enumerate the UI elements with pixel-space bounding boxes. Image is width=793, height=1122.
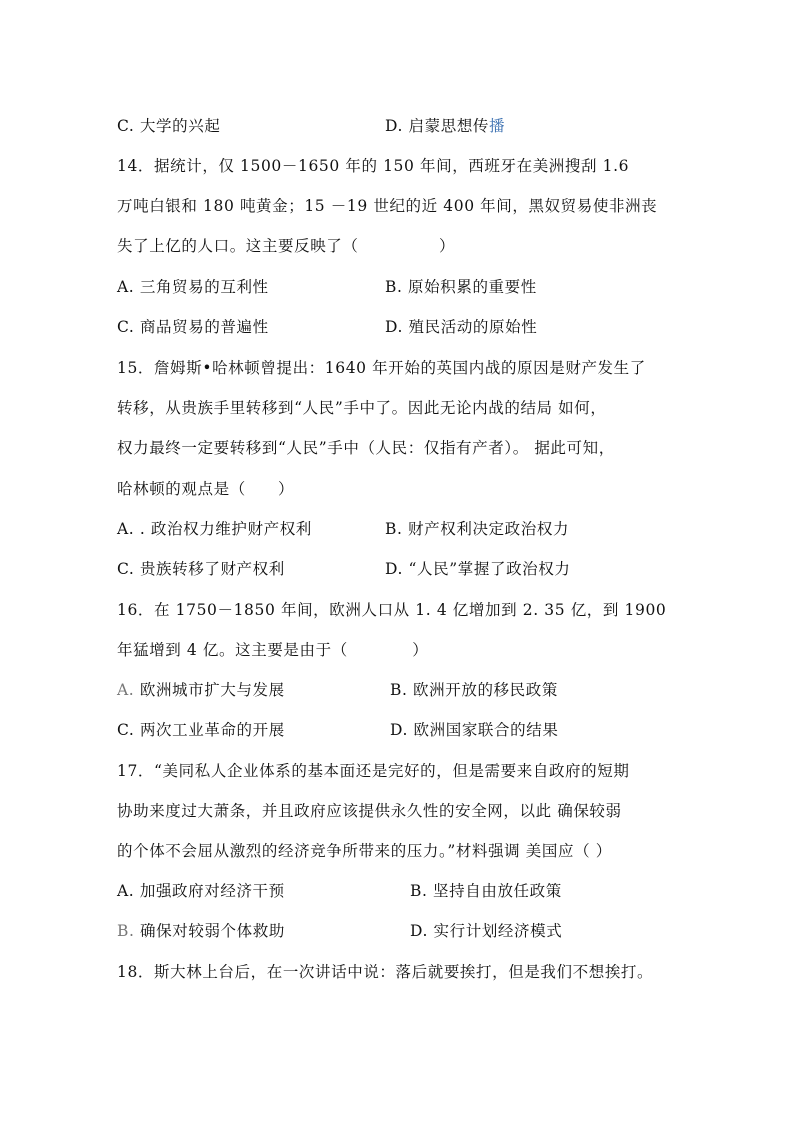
question-16-line-1: 16．在 1750－1850 年间，欧洲人口从 1. 4 亿增加到 2. 35 亿，到 1900 — [117, 601, 667, 619]
option-d-q16: D. 欧洲国家联合的结果 — [390, 721, 559, 739]
question-15-line-2: 转移，从贵族手里转移到“人民”手中了。因此无论内战的结局 如何， — [117, 399, 607, 417]
option-b-q15: B. 财产权利决定政治权力 — [385, 520, 570, 538]
option-c-q16: C. 两次工业革命的开展 — [117, 721, 285, 739]
option-b-q17: B. 坚持自由放任政策 — [410, 882, 562, 900]
question-14-line-3: 失了上亿的人口。这主要反映了（ ） — [117, 237, 456, 255]
question-15-line-1: 15．詹姆斯•哈林顿曾提出：1640 年开始的英国内战的原因是财产发生了 — [117, 359, 646, 377]
option-b-q16: B. 欧洲开放的移民政策 — [390, 681, 558, 699]
option-b-q14: B. 原始积累的重要性 — [385, 278, 537, 296]
option-d-q17: D. 实行计划经济模式 — [410, 922, 563, 940]
option-d-q13-text: D. 启蒙思想传 — [385, 117, 490, 135]
option-d-q15: D. “人民”掌握了政治权力 — [385, 560, 571, 578]
option-a-q16-prefix: A. — [117, 681, 135, 699]
option-d-q14: D. 殖民活动的原始性 — [385, 318, 538, 336]
question-17-line-3: 的个体不会屈从激烈的经济竞争所带来的压力。”材料强调 美国应（ ） — [117, 842, 612, 860]
option-c-q13: C. 大学的兴起 — [117, 117, 221, 135]
option-d-q13 — [385, 116, 505, 136]
question-15-line-3: 权力最终一定要转移到“人民”手中（人民：仅指有产者）。 据此可知， — [117, 439, 615, 457]
option-c-q17 — [117, 921, 285, 941]
option-c-q17-prefix: B. — [117, 922, 135, 940]
question-14-line-1: 14．据统计，仅 1500－1650 年的 150 年间，西班牙在美洲搜刮 1.6 — [117, 157, 630, 175]
option-a-q17: A. 加强政府对经济干预 — [117, 882, 285, 900]
question-16-line-2: 年猛增到 4 亿。这主要是由于（ ） — [117, 641, 429, 659]
question-18-line-1: 18．斯大林上台后，在一次讲话中说：落后就要挨打，但是我们不想挨打。 — [117, 963, 654, 981]
option-d-q13-tail: 播 — [489, 117, 506, 135]
question-14-line-2: 万吨白银和 180 吨黄金；15 －19 世纪的近 400 年间，黑奴贸易使非洲丧 — [117, 197, 658, 215]
option-c-q14: C. 商品贸易的普遍性 — [117, 318, 269, 336]
question-17-line-2: 协助来度过大萧条，并且政府应该提供永久性的安全网，以此 确保较弱 — [117, 802, 622, 820]
option-a-q16 — [117, 680, 285, 700]
question-15-line-4: 哈林顿的观点是（ ） — [117, 480, 295, 498]
option-c-q17-text: 确保对较弱个体救助 — [134, 922, 285, 940]
option-a-q14: A. 三角贸易的互利性 — [117, 278, 269, 296]
question-17-line-1: 17．“美同私人企业体系的基本面还是完好的，但是需要来自政府的短期 — [117, 762, 630, 780]
option-a-q16-text: 欧洲城市扩大与发展 — [134, 681, 285, 699]
option-a-q15: A. . 政治权力维护财产权利 — [117, 520, 312, 538]
option-c-q15: C. 贵族转移了财产权利 — [117, 560, 285, 578]
